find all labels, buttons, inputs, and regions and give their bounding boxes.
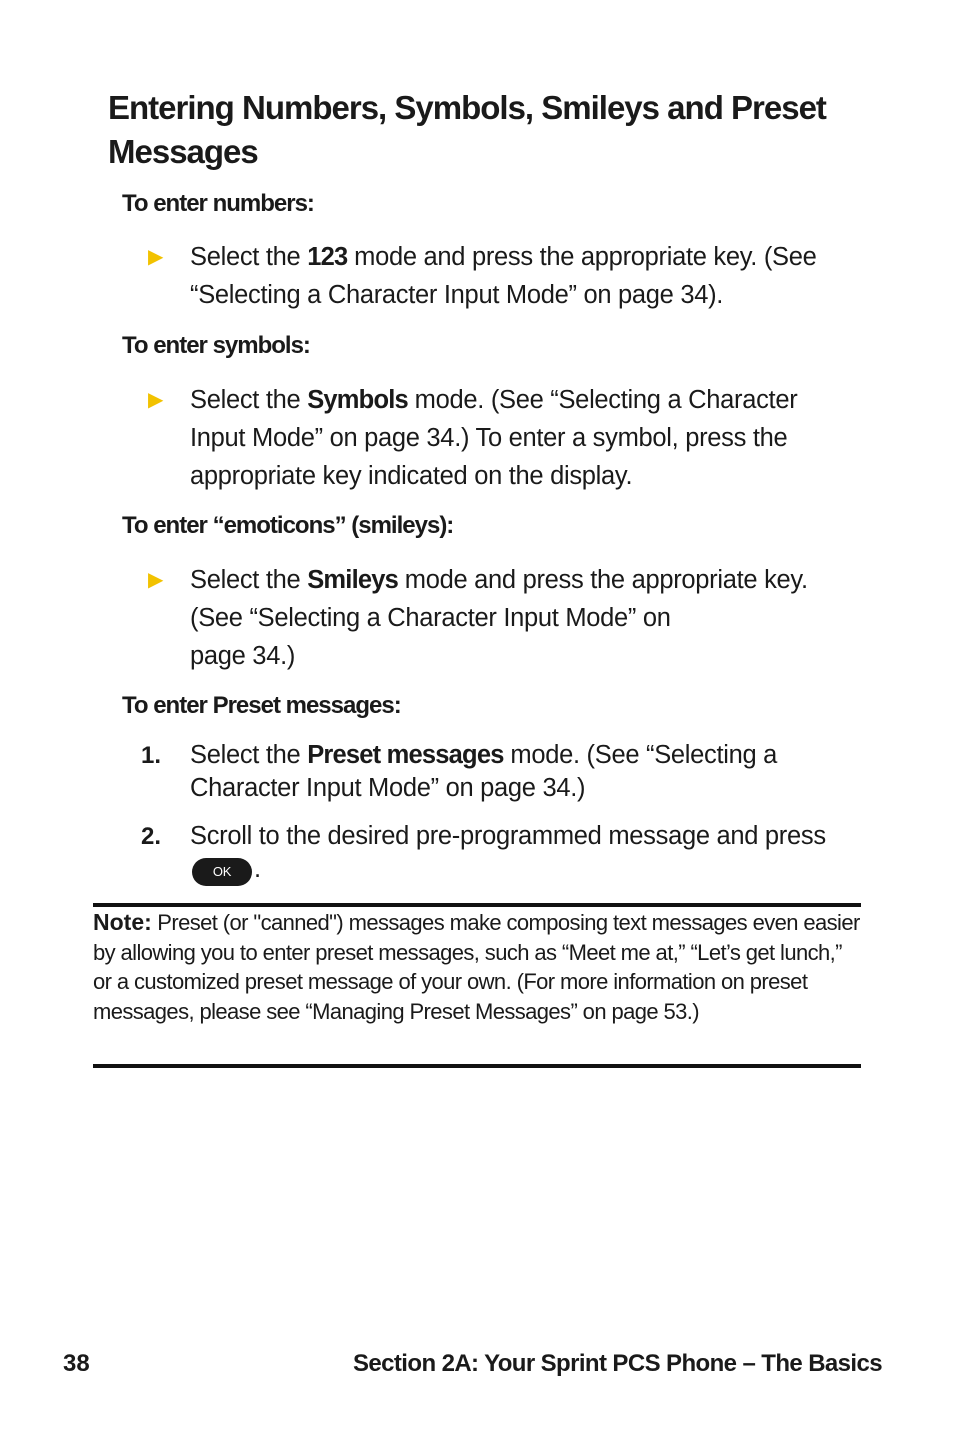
mode-name-symbols: Symbols — [307, 386, 408, 414]
section-footer: Section 2A: Your Sprint PCS Phone – The Basics — [353, 1350, 882, 1377]
heading-smileys: To enter “emoticons” (smileys): — [122, 512, 454, 539]
mode-name-smileys: Smileys — [307, 566, 399, 594]
note-text: Note: Preset (or "canned") messages make composing text messages even easier by allowing you to enter preset messages, such as “Meet me at,” “Let’s get lunch,” or a customized preset message of your own. (For more information on preset messages, please see “Managing Preset Messages” on page 53.) — [93, 909, 860, 1024]
preset-step-1: Select the Preset messages mode. (See “Selecting a Character Input Mode” on page 34.) — [190, 741, 778, 802]
page-title: Entering Numbers, Symbols, Smileys and Preset Messages — [108, 89, 826, 170]
ok-key-icon: OK — [192, 858, 252, 886]
page-number: 38 — [63, 1350, 90, 1377]
mode-name-preset: Preset messages — [307, 741, 504, 769]
heading-preset: To enter Preset messages: — [122, 692, 401, 719]
heading-symbols: To enter symbols: — [122, 332, 310, 359]
note-bottom-rule — [93, 1064, 861, 1068]
bullet-arrow-icon: ▶ — [148, 246, 164, 268]
preset-step-2: Scroll to the desired pre-programmed message and press OK . — [190, 820, 830, 886]
heading-numbers: To enter numbers: — [122, 190, 314, 217]
symbols-instruction: Select the Symbols mode. (See “Selecting a Character Input Mode” on page 34.) To enter a symbol, press the appropriate key indicated on the display. — [190, 386, 798, 490]
mode-name-123: 123 — [307, 243, 348, 271]
bullet-arrow-icon: ▶ — [148, 569, 164, 591]
numbers-instruction: Select the 123 mode and press the appropriate key. (See “Selecting a Character Input Mode” on page 34). — [190, 243, 817, 309]
note-top-rule — [93, 903, 861, 907]
note-label: Note: — [93, 909, 152, 935]
step-number-2: 2. — [141, 823, 162, 850]
bullet-arrow-icon: ▶ — [148, 389, 164, 411]
smileys-instruction: Select the Smileys mode and press the appropriate key. (See “Selecting a Character Input Mode” on page 34.) — [190, 566, 808, 670]
step-number-1: 1. — [141, 742, 162, 769]
